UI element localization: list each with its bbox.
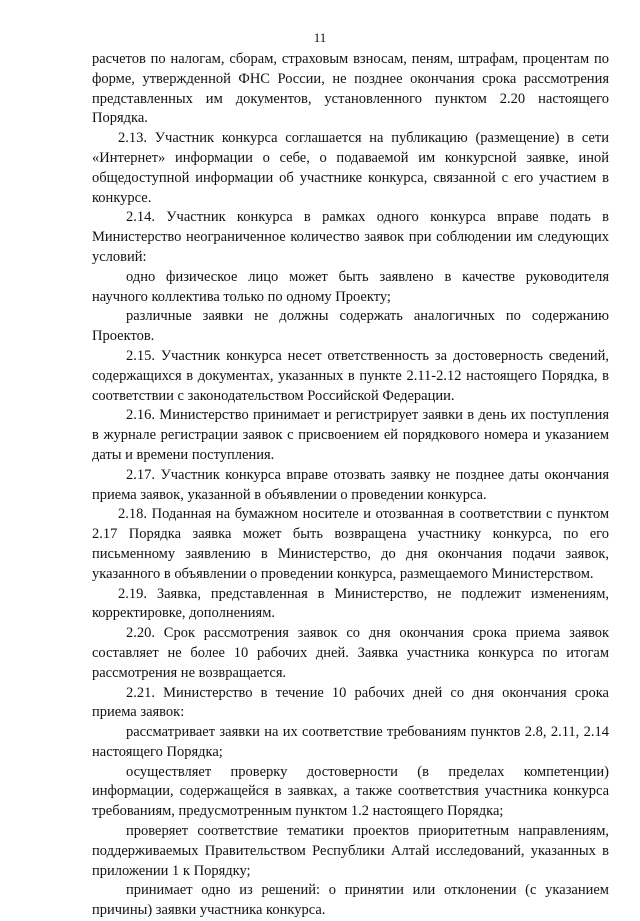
paragraph-2-20: 2.20. Срок рассмотрения заявок со дня окончания срока приема заявок составляет не более 10 рабочих дней. Заявка участника конкурса по итогам рассмотрения не возвращается. — [92, 625, 609, 681]
paragraph-continuation: расчетов по налогам, сборам, страховым взносам, пеням, штрафам, процентам по форме, утвержденной ФНС России, не позднее окончания срока рассмотрения представленных им документов, установленного пунктом 2.20 настоящего Порядка. — [92, 51, 609, 127]
paragraph-2-21-item-1: рассматривает заявки на их соответствие требованиям пунктов 2.8, 2.11, 2.14 настоящего Порядка; — [92, 724, 609, 760]
paragraph-2-15: 2.15. Участник конкурса несет ответственность за достоверность сведений, содержащихся в документах, указанных в пункте 2.11-2.12 настоящего Порядка, в соответствии с законодательством Российской Федерации. — [92, 347, 609, 404]
paragraph-2-21-item-4: принимает одно из решений: о принятии или отклонении (с указанием причины) заявки участника конкурса. — [92, 882, 609, 919]
paragraph-2-21-item-2: осуществляет проверку достоверности (в пределах компетенции) информации, содержащейся в заявках, а также соответствия участника конкурса требованиям, предусмотренным пунктом 1.2 настоящего Порядка; — [92, 763, 609, 820]
paragraph-2-17: 2.17. Участник конкурса вправе отозвать заявку не позднее даты окончания приема заявок, указанной в объявлении о проведении конкурса. — [92, 466, 609, 503]
paragraph-2-16: 2.16. Министерство принимает и регистрирует заявки в день их поступления в журнале регистрации заявок с присвоением ей порядкового номера и указанием даты и времени поступления. — [92, 407, 609, 463]
paragraph-2-21-item-3: проверяет соответствие тематики проектов приоритетным направлениям, поддерживаемых Правительством Республики Алтай исследований, указанных в приложении 1 к Порядку; — [92, 823, 609, 879]
document-body — [92, 50, 609, 921]
page-number: 11 — [313, 30, 327, 45]
paragraph-2-14-condition-2: различные заявки не должны содержать аналогичных по содержанию Проектов. — [92, 308, 609, 345]
paragraph-2-14: 2.14. Участник конкурса в рамках одного конкурса вправе подать в Министерство неограниченное количество заявок при соблюдении им следующих условий: — [92, 209, 609, 265]
paragraph-2-18: 2.18. Поданная на бумажном носителе и отозванная в соответствии с пунктом 2.17 Порядка заявка может быть возвращена участнику конкурса, по его письменному заявлению в Министерство, до дня окончания подачи заявок, указанного в объявлении о проведении конкурса, размещаемого Министерством. — [92, 506, 609, 582]
paragraph-2-21: 2.21. Министерство в течение 10 рабочих дней со дня окончания срока приема заявок: — [92, 684, 609, 721]
paragraph-2-19: 2.19. Заявка, представленная в Министерство, не подлежит изменениям, корректировке, дополнениям. — [92, 585, 609, 622]
paragraph-2-13: 2.13. Участник конкурса соглашается на публикацию (размещение) в сети «Интернет» информации о себе, о подаваемой им конкурсной заявке, иной общедоступной информации об участнике конкурса, связанной с его участием в конкурсе. — [92, 130, 609, 206]
paragraph-2-14-condition-1: одно физическое лицо может быть заявлено в качестве руководителя научного коллектива только по одному Проекту; — [92, 268, 609, 305]
